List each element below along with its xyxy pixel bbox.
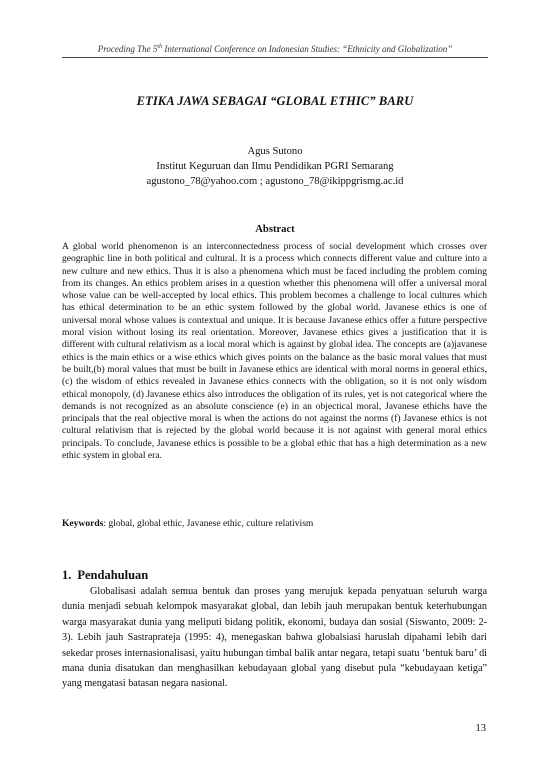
section-title: Pendahuluan (77, 568, 149, 582)
running-header-text-post: International Conference on Indonesian Studies: “Ethnicity and Globalization” (162, 44, 453, 54)
keywords-line (62, 518, 487, 530)
page-number: 13 (475, 723, 486, 734)
abstract-text: A global world phenomenon is an interconnectedness process of social development which crosses over geographic line in both political and cultural. It is a process which connects different value and culture into a new culture and new ethics. Thus it is also a phenomena which must be faced including the problem coming from its changes. An ethics problem arises in a question whether this phenomena will offer a universal moral whose value can be well-accepted by local ethics. This problem becomes a challenge to local cultures which has ethical determination to be an ethic system followed by the global world. Javanese ethics is one of universal moral whose values is contextual and unique. It is because Javanese ethics offer a future perspective moral vision without losing its real orientation. Moreover, Javanese ethics gives a justification that it is different with cultural relativism as a local moral which is against by global idea. The concepts are (a)javanese ethics is the main ethics or a wise ethics which gives points on the balance as the basic moral values that must be built,(b) moral values that must be built in Javanese ethics are identical with moral norms in general ethics, (c) the wisdom of ethics revealed in Javanese ethics connects with the obligation, so it is not only wisdom ethical monopoly, (d) Javanese ethics also introduces the obligation of its rules, yet is not categorical where the demands is not recognized as an absolute conscience (e) in an objectical moral, Javanese ethichs have the principals that the real objective moral is when the actions do not against the norms (f) Javanese ethics is not cultural relativism that is rejected by the global world because it is not against with general moral ethics principals. To conclude, Javanese ethics is possible to be a global ethic that has a high determination as a new ethic system in global era. (62, 241, 487, 462)
keywords-label: Keywords (62, 518, 104, 529)
running-header-superscript: th (157, 44, 163, 50)
section-paragraph: Globalisasi adalah semua bentuk dan proses yang merujuk kepada penyatuan seluruh warga dunia menjadi sebuah kelompok masyarakat global, dan lebih jauh merupakan bentuk keterhubungan warga masyarakat dunia yang meliputi bidang politik, ekonomi, budaya dan sosial (Siswanto, 2009: 2-3). Lebih jauh Sastraprateja (1995: 4), menegaskan bahwa globalsiasi haruslah dipahami lebih dari sekedar proses internasionalisasi, yaitu hubungan timbal balik antar negara, tetapi suatu ‘bentuk baru’ di mana dunia disatukan dan menghasilkan kebudayaan global yang disebut pula “kebudayaan ketiga” yang mengatasi batasan negara nasional. (62, 586, 487, 690)
author-affiliation: Institut Keguruan dan Ilmu Pendidikan PGRI Semarang (156, 161, 394, 172)
section-heading (62, 568, 148, 583)
author-emails: agustono_78@yahoo.com ; agustono_78@ikippgrismg.ac.id (146, 176, 404, 187)
author-block (62, 144, 488, 189)
running-header-text-pre: Proceding The 5 (97, 44, 158, 54)
keywords-text: : global, global ethic, Javanese ethic, culture relativism (103, 518, 314, 529)
abstract-heading: Abstract (255, 224, 295, 235)
paper-title: ETIKA JAWA SEBAGAI “GLOBAL ETHIC” BARU (136, 94, 414, 108)
section-number: 1. (62, 568, 72, 582)
running-header (62, 44, 488, 58)
author-name: Agus Sutono (247, 146, 303, 157)
